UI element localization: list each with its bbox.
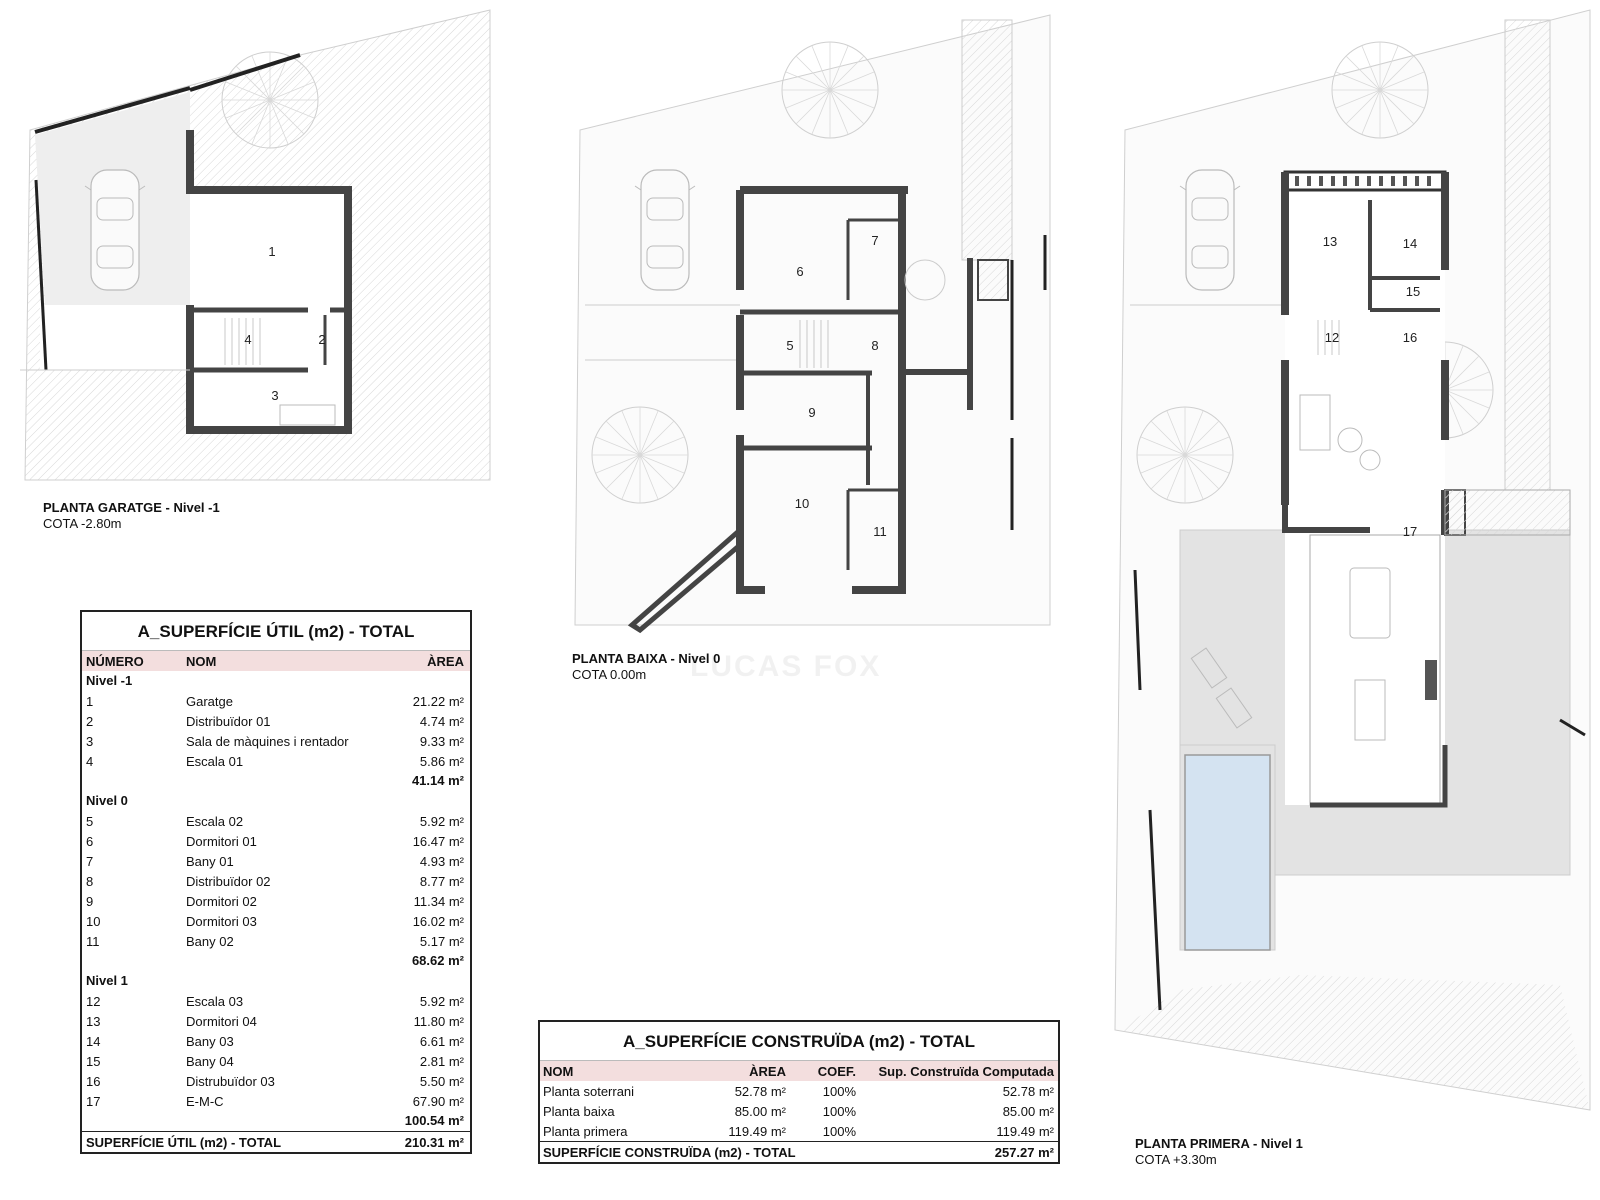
- room-number: 9: [808, 405, 816, 420]
- car-icon: [85, 170, 145, 290]
- car-icon: [635, 170, 695, 290]
- car-icon: [1180, 170, 1240, 290]
- room-number: 7: [871, 233, 879, 248]
- room-number: 13: [1322, 234, 1338, 249]
- plan-primera: [1115, 10, 1590, 1110]
- group-subtotal: 41.14 m²: [411, 773, 464, 788]
- construida-total-row: [540, 1141, 1058, 1162]
- table-row: 13 Dormitori 04 11.80 m²: [86, 1013, 464, 1029]
- total-label: SUPERFÍCIE ÚTIL (m2) - TOTAL: [86, 1134, 282, 1150]
- plan-cota: COTA +3.30m: [1135, 1152, 1217, 1167]
- room-number: 16: [1402, 330, 1418, 345]
- table-row: 14 Bany 03 6.61 m²: [86, 1033, 464, 1049]
- table-row: Planta soterrani 52.78 m² 100% 52.78 m²: [543, 1083, 1054, 1099]
- group-label: Nivel -1: [86, 673, 133, 688]
- table-row: Planta primera 119.49 m² 100% 119.49 m²: [543, 1123, 1054, 1139]
- table-row: 12 Escala 03 5.92 m²: [86, 993, 464, 1009]
- util-table-title: A_SUPERFÍCIE ÚTIL (m2) - TOTAL: [137, 622, 415, 641]
- tree-icon: [1332, 42, 1428, 138]
- util-total-row: [82, 1131, 470, 1152]
- room-number: 4: [244, 332, 252, 347]
- table-row: 16 Distrubuïdor 03 5.50 m²: [86, 1073, 464, 1089]
- table-row: 7 Bany 01 4.93 m²: [86, 853, 464, 869]
- util-table: [80, 610, 472, 1154]
- room-number: 8: [871, 338, 879, 353]
- table-row: 10 Dormitori 03 16.02 m²: [86, 913, 464, 929]
- table-row: 15 Bany 04 2.81 m²: [86, 1053, 464, 1069]
- total-value: 210.31 m²: [404, 1134, 464, 1150]
- room-number: 6: [796, 264, 804, 279]
- room-number: 2: [318, 332, 326, 347]
- room-number: 17: [1402, 524, 1418, 539]
- tree-icon: [1137, 407, 1233, 503]
- group-subtotal: 68.62 m²: [411, 953, 464, 968]
- util-header-row: [82, 650, 470, 671]
- col-header-sup: Sup. Construïda Computada: [878, 1063, 1054, 1079]
- col-header-nom: NOM: [543, 1063, 574, 1079]
- room-number: 12: [1324, 330, 1340, 345]
- room-number: 11: [873, 524, 887, 539]
- plan-cota: COTA -2.80m: [43, 516, 122, 531]
- table-row: 8 Distribuïdor 02 8.77 m²: [86, 873, 464, 889]
- room-number: 14: [1402, 236, 1418, 251]
- tree-icon: [782, 42, 878, 138]
- room-number: 15: [1405, 284, 1421, 299]
- room-number: 1: [268, 244, 276, 259]
- table-row: 3 Sala de màquines i rentador 9.33 m²: [86, 733, 464, 749]
- plan-title: PLANTA PRIMERA - Nivel 1: [1135, 1136, 1303, 1151]
- table-row: 4 Escala 01 5.86 m²: [86, 753, 464, 769]
- group-label: Nivel 1: [86, 973, 128, 988]
- table-row: 17 E-M-C 67.90 m²: [86, 1093, 464, 1109]
- col-header-area: ÀREA: [749, 1063, 786, 1079]
- group-label: Nivel 0: [86, 793, 128, 808]
- room-number: 5: [786, 338, 794, 353]
- caption-primera: [1135, 1136, 1303, 1168]
- table-row: 11 Bany 02 5.17 m²: [86, 933, 464, 949]
- construida-table: [538, 1020, 1060, 1164]
- caption-garatge: [43, 500, 220, 532]
- group-subtotal: 100.54 m²: [404, 1113, 464, 1128]
- construida-header-row: [540, 1060, 1058, 1081]
- table-row: 5 Escala 02 5.92 m²: [86, 813, 464, 829]
- plan-baixa: [575, 15, 1050, 630]
- table-row: Planta baixa 85.00 m² 100% 85.00 m²: [543, 1103, 1054, 1119]
- total-value: 257.27 m²: [994, 1144, 1054, 1160]
- plan-garatge: [20, 10, 490, 480]
- construida-table-title: A_SUPERFÍCIE CONSTRUÏDA (m2) - TOTAL: [623, 1032, 975, 1051]
- table-row: 6 Dormitori 01 16.47 m²: [86, 833, 464, 849]
- room-number: 3: [271, 388, 279, 403]
- plan-title: PLANTA GARATGE - Nivel -1: [43, 500, 220, 515]
- watermark: LUCAS FOX: [690, 650, 882, 683]
- table-row: 9 Dormitori 02 11.34 m²: [86, 893, 464, 909]
- col-header-num: NÚMERO: [86, 653, 144, 669]
- table-row: 2 Distribuïdor 01 4.74 m²: [86, 713, 464, 729]
- col-header-area: ÀREA: [427, 653, 464, 669]
- caption-baixa: [572, 651, 720, 683]
- col-header-nom: NOM: [186, 653, 217, 669]
- plan-title: PLANTA BAIXA - Nivel 0: [572, 651, 721, 666]
- col-header-coef: COEF.: [817, 1063, 856, 1079]
- room-number: 10: [794, 496, 810, 511]
- table-row: 1 Garatge 21.22 m²: [86, 693, 464, 709]
- total-label: SUPERFÍCIE CONSTRUÏDA (m2) - TOTAL: [543, 1144, 796, 1160]
- plan-cota: COTA 0.00m: [572, 667, 647, 682]
- tree-icon: [592, 407, 688, 503]
